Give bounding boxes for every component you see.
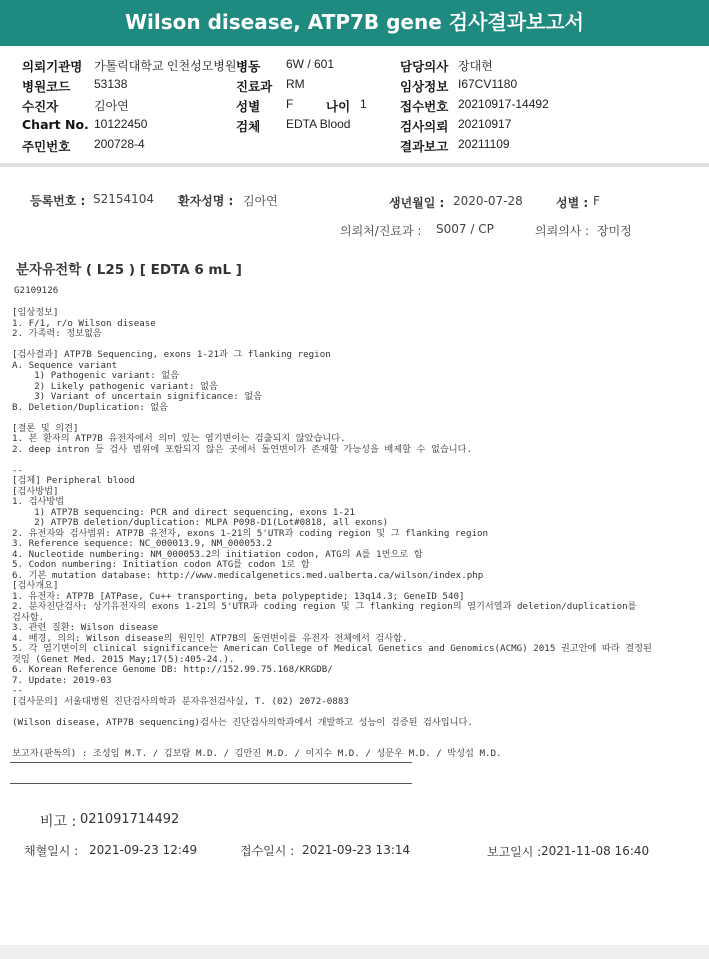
rrn-label: 주민번호: [22, 139, 71, 154]
patient-name-value: 김아연: [243, 194, 278, 208]
report-line: 검사함.: [12, 611, 45, 623]
institution-label: 의뢰기관명: [22, 59, 83, 74]
specimen-label: 검체: [236, 119, 261, 134]
report-line: 2. 유전자와 검사범위: ATP7B 유전자, exons 1-21의 5'UTR과 coding region 및 그 flanking region: [12, 527, 489, 539]
dob-label: 생년월일 :: [389, 196, 445, 210]
institution-value: 가톨릭대학교 인천성모병원: [94, 59, 237, 73]
report-line: 것임 (Genet Med. 2015 May;17(5):405-24.).: [12, 653, 235, 665]
report-line: [검사개요]: [12, 580, 59, 591]
department-label: 진료과: [236, 79, 273, 94]
report-line: 6. 기본 mutation database: http://www.medicalgenetics.med.ualberta.ca/wilson/index.php: [12, 569, 484, 581]
collected-label: 채혈일시 :: [24, 844, 79, 858]
lab-id: G2109126: [14, 285, 59, 296]
ordering-doctor-label: 의뢰의사 :: [535, 224, 590, 238]
report-line: [결론 및 의견]: [12, 422, 79, 434]
department-value: RM: [286, 77, 305, 91]
report-line: 1. 본 환자의 ATP7B 유전자에서 의미 있는 염기변이는 검출되지 않았습니다.: [12, 433, 346, 444]
page-bottom-margin: [0, 945, 709, 959]
report-line: [검사방법]: [12, 485, 59, 497]
report-line: 2) ATP7B deletion/duplication: MLPA P098-D1(Lot#0818, all exons): [12, 517, 389, 528]
report-line: 2) Likely pathogenic variant: 없음: [12, 380, 218, 392]
doctor-value: 장대현: [458, 59, 493, 73]
reported-label: 보고일시 :: [487, 845, 542, 859]
age-value: 1: [360, 97, 367, 111]
report-text: [12, 308, 702, 760]
remark-label: 비고 :: [40, 814, 77, 830]
receipt-no-label: 접수번호: [400, 99, 449, 114]
report-line: --: [12, 685, 24, 696]
report-line: 4. 배경, 의의: Wilson disease의 원인인 ATP7B의 돌연변이를 유전자 전체에서 검사함.: [12, 632, 408, 644]
report-line: 2. 분자진단검사: 상기유전자의 exons 1-21의 5'UTR과 coding region 및 그 flanking region의 염기서열과 deletion/duplication를: [12, 601, 637, 612]
clinical-info-value: I67CV1180: [458, 77, 518, 91]
report-line: B. Deletion/Duplication: 없음: [12, 401, 169, 413]
reg-no-value: S2154104: [93, 192, 155, 206]
divider-top: [10, 762, 412, 763]
ordering-doctor-value: 장미정: [597, 224, 632, 238]
reported-value: 2021-11-08 16:40: [541, 844, 650, 858]
sex-label: 성별: [236, 99, 261, 114]
section-title: 분자유전학 ( L25 ) [ EDTA 6 mL ]: [16, 262, 242, 278]
request-value: 20210917: [458, 117, 512, 131]
report-line: [검사결과] ATP7B Sequencing, exons 1-21과 그 flanking region: [12, 349, 331, 360]
sex-panel-value: F: [593, 194, 600, 208]
age-label: 나이: [326, 99, 351, 114]
collected-value: 2021-09-23 12:49: [89, 843, 198, 857]
chart-label: Chart No.: [22, 117, 89, 132]
report-line: A. Sequence variant: [12, 359, 118, 371]
sex-value: F: [286, 97, 294, 111]
report-line: 1) Pathogenic variant: 없음: [12, 370, 180, 381]
report-line: [12, 728, 702, 739]
result-report-label: 결과보고: [400, 139, 449, 154]
report-line: 1. F/1, r/o Wilson disease: [12, 317, 156, 329]
report-line: 2. deep intron 등 검사 범위에 포함되지 않은 곳에서 돌연변이가 존재할 가능성을 배제할 수 없습니다.: [12, 443, 472, 455]
report-line: 4. Nucleotide numbering: NM_000053.2의 initiation codon, ATG의 A를 1번으로 함: [12, 548, 423, 560]
doctor-label: 담당의사: [400, 59, 449, 74]
report-line: 7. Update: 2019-03: [12, 674, 112, 686]
request-label: 검사의뢰: [400, 119, 449, 134]
report-line: 3) Variant of uncertain significance: 없음: [12, 391, 263, 402]
patient-value: 김아연: [94, 99, 129, 113]
specimen-value: EDTA Blood: [286, 117, 351, 131]
report-line: --: [12, 464, 24, 476]
report-line: 3. Reference sequence: NC_000013.9, NM_000053.2: [12, 538, 272, 549]
hospital-code-label: 병원코드: [22, 79, 71, 94]
hospital-code-value: 53138: [94, 77, 128, 91]
received-label: 접수일시 :: [240, 844, 295, 858]
report-line: (Wilson disease, ATP7B sequencing)검사는 진단검사의학과에서 개발하고 성능이 검증된 검사입니다.: [12, 716, 473, 728]
reg-no-label: 등록번호 :: [30, 194, 86, 208]
report-line: [임상정보]: [12, 307, 59, 318]
ordering-dept-value: S007 / CP: [436, 222, 494, 236]
result-report-value: 20211109: [458, 137, 510, 151]
report-line: 6. Korean Reference Genome DB: http://152.99.75.168/KRGDB/: [12, 664, 333, 675]
receipt-no-value: 20210917-14492: [458, 97, 549, 111]
received-value: 2021-09-23 13:14: [302, 843, 411, 857]
report-line: 1) ATP7B sequencing: PCR and direct sequencing, exons 1-21: [12, 506, 355, 518]
report-line: [검사문의] 서울대병원 진단검사의학과 분자유전검사실, T. (02) 2072-0883: [12, 695, 349, 707]
report-line: 1. 검사방법: [12, 496, 65, 507]
ward-value: 6W / 601: [286, 57, 335, 71]
patient-name-label: 환자성명 :: [178, 194, 234, 208]
patient-label: 수진자: [22, 99, 59, 114]
clinical-info-label: 임상정보: [400, 79, 449, 94]
report-line: [12, 707, 702, 718]
report-line: 5. 각 염기변이의 clinical significance는 American College of Medical Genetics and Genomics(ACMG) 2015 권고안에 따라 결정된: [12, 643, 652, 654]
report-line: 보고자(판독의) : 조성임 M.T. / 김보람 M.D. / 김만진 M.D. / 이지수 M.D. / 성문우 M.D. / 박성섭 M.D.: [12, 748, 502, 759]
report-line: [12, 455, 702, 466]
remark-value: 021091714492: [80, 812, 180, 827]
report-line: 1. 유전자: ATP7B [ATPase, Cu++ transporting, beta polypeptide; 13q14.3; GeneID 540]: [12, 590, 465, 602]
report-title: Wilson disease, ATP7B gene 검사결과보고서: [0, 0, 709, 46]
report-header: [0, 46, 709, 156]
report-line: 3. 관련 질환: Wilson disease: [12, 622, 159, 633]
rrn-value: 200728-4: [94, 137, 145, 151]
dob-value: 2020-07-28: [453, 194, 523, 208]
chart-value: 10122450: [94, 117, 148, 131]
report-line: 5. Codon numbering: Initiation codon ATG를 codon 1로 함: [12, 559, 310, 570]
report-line: [12, 413, 702, 424]
divider-bottom: [10, 783, 412, 784]
ordering-dept-label: 의뢰처/진료과 :: [340, 224, 422, 238]
report-line: [검체] Peripheral blood: [12, 475, 135, 486]
sex-panel-label: 성별 :: [556, 196, 589, 210]
report-line: 2. 가족력: 정보없음: [12, 328, 102, 339]
ward-label: 병동: [236, 59, 261, 74]
